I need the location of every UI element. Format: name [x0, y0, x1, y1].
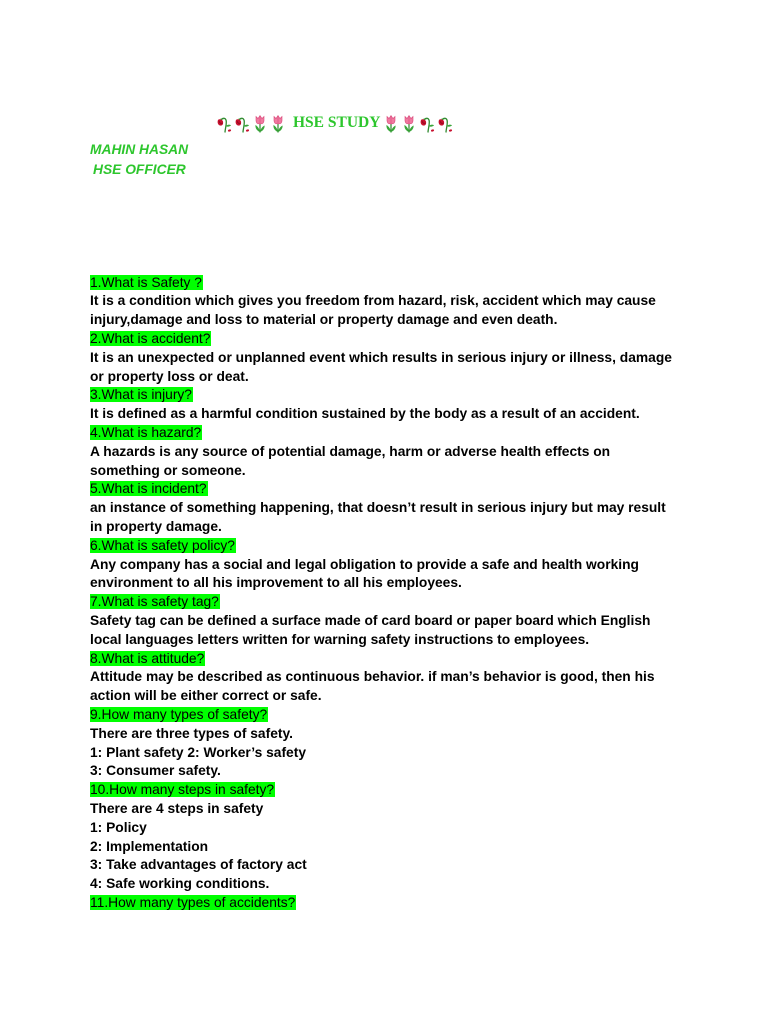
- question-text: 5.What is incident?: [90, 481, 207, 497]
- answer-line: Any company has a social and legal obligation to provide a safe and health working: [90, 556, 639, 572]
- answer-line: There are 4 steps in safety: [90, 800, 264, 816]
- answer-line: local languages letters written for warning safety instructions to employees.: [90, 631, 590, 647]
- tulip-icon: [382, 114, 400, 133]
- answer-line: It is a condition which gives you freedom from hazard, risk, accident which may cause: [90, 293, 656, 309]
- qa-item-1: [90, 274, 750, 330]
- answer-line: action will be either correct or safe.: [90, 688, 322, 704]
- wilted-rose-icon: [233, 114, 251, 133]
- question-text: 11.How many types of accidents?: [90, 894, 296, 910]
- qa-item-10: [90, 781, 750, 894]
- tulip-icon: [400, 114, 418, 133]
- qa-item-3: [90, 386, 750, 424]
- question-text: 7.What is safety tag?: [90, 594, 219, 610]
- question-text: 1.What is Safety ?: [90, 274, 202, 290]
- document-title: [215, 113, 454, 133]
- tulip-icon: [269, 114, 287, 133]
- question-text: 4.What is hazard?: [90, 424, 202, 440]
- qa-item-8: [90, 650, 750, 706]
- qa-item-2: [90, 330, 750, 386]
- wilted-rose-icon: [418, 114, 436, 133]
- question-text: 8.What is attitude?: [90, 650, 205, 666]
- tulip-icon: [251, 114, 269, 133]
- question-text: 2.What is accident?: [90, 330, 211, 346]
- qa-item-5: [90, 480, 750, 536]
- question-text: 6.What is safety policy?: [90, 537, 235, 553]
- author-name: MAHIN HASAN: [90, 142, 189, 157]
- answer-line: 4: Safe working conditions.: [90, 876, 270, 892]
- question-text: 9.How many types of safety?: [90, 706, 268, 722]
- wilted-rose-icon: [436, 114, 454, 133]
- answer-line: It is an unexpected or unplanned event which results in serious injury or illness, damage: [90, 349, 672, 365]
- qa-item-9: [90, 706, 750, 781]
- answer-line: Safety tag can be defined a surface made of card board or paper board which English: [90, 612, 651, 628]
- question-text: 3.What is injury?: [90, 387, 192, 403]
- answer-line: Attitude may be described as continuous behavior. if man’s behavior is good, then his: [90, 669, 655, 685]
- author-role: HSE OFFICER: [93, 162, 186, 177]
- title-text: HSE STUDY: [293, 114, 381, 131]
- answer-line: There are three types of safety.: [90, 725, 293, 741]
- qa-list: [90, 274, 750, 913]
- answer-line: injury,damage and loss to material or property damage and even death.: [90, 312, 558, 328]
- qa-item-6: [90, 537, 750, 593]
- answer-line: environment to all his improvement to all his employees.: [90, 575, 462, 591]
- answer-line: A hazards is any source of potential damage, harm or adverse health effects on: [90, 443, 611, 459]
- answer-line: It is defined as a harmful condition sustained by the body as a result of an accident.: [90, 406, 640, 422]
- answer-line: 1: Plant safety 2: Worker’s safety: [90, 744, 306, 760]
- qa-item-4: [90, 424, 750, 480]
- qa-item-7: [90, 593, 750, 649]
- answer-line: something or someone.: [90, 462, 246, 478]
- answer-line: 3: Take advantages of factory act: [90, 857, 307, 873]
- answer-line: 3: Consumer safety.: [90, 763, 221, 779]
- question-text: 10.How many steps in safety?: [90, 782, 275, 798]
- answer-line: 1: Policy: [90, 819, 147, 835]
- answer-line: an instance of something happening, that doesn’t result in serious injury but may result: [90, 500, 666, 516]
- answer-line: or property loss or deat.: [90, 368, 249, 384]
- answer-line: 2: Implementation: [90, 838, 209, 854]
- wilted-rose-icon: [215, 114, 233, 133]
- answer-line: in property damage.: [90, 518, 222, 534]
- qa-item-11: [90, 894, 750, 913]
